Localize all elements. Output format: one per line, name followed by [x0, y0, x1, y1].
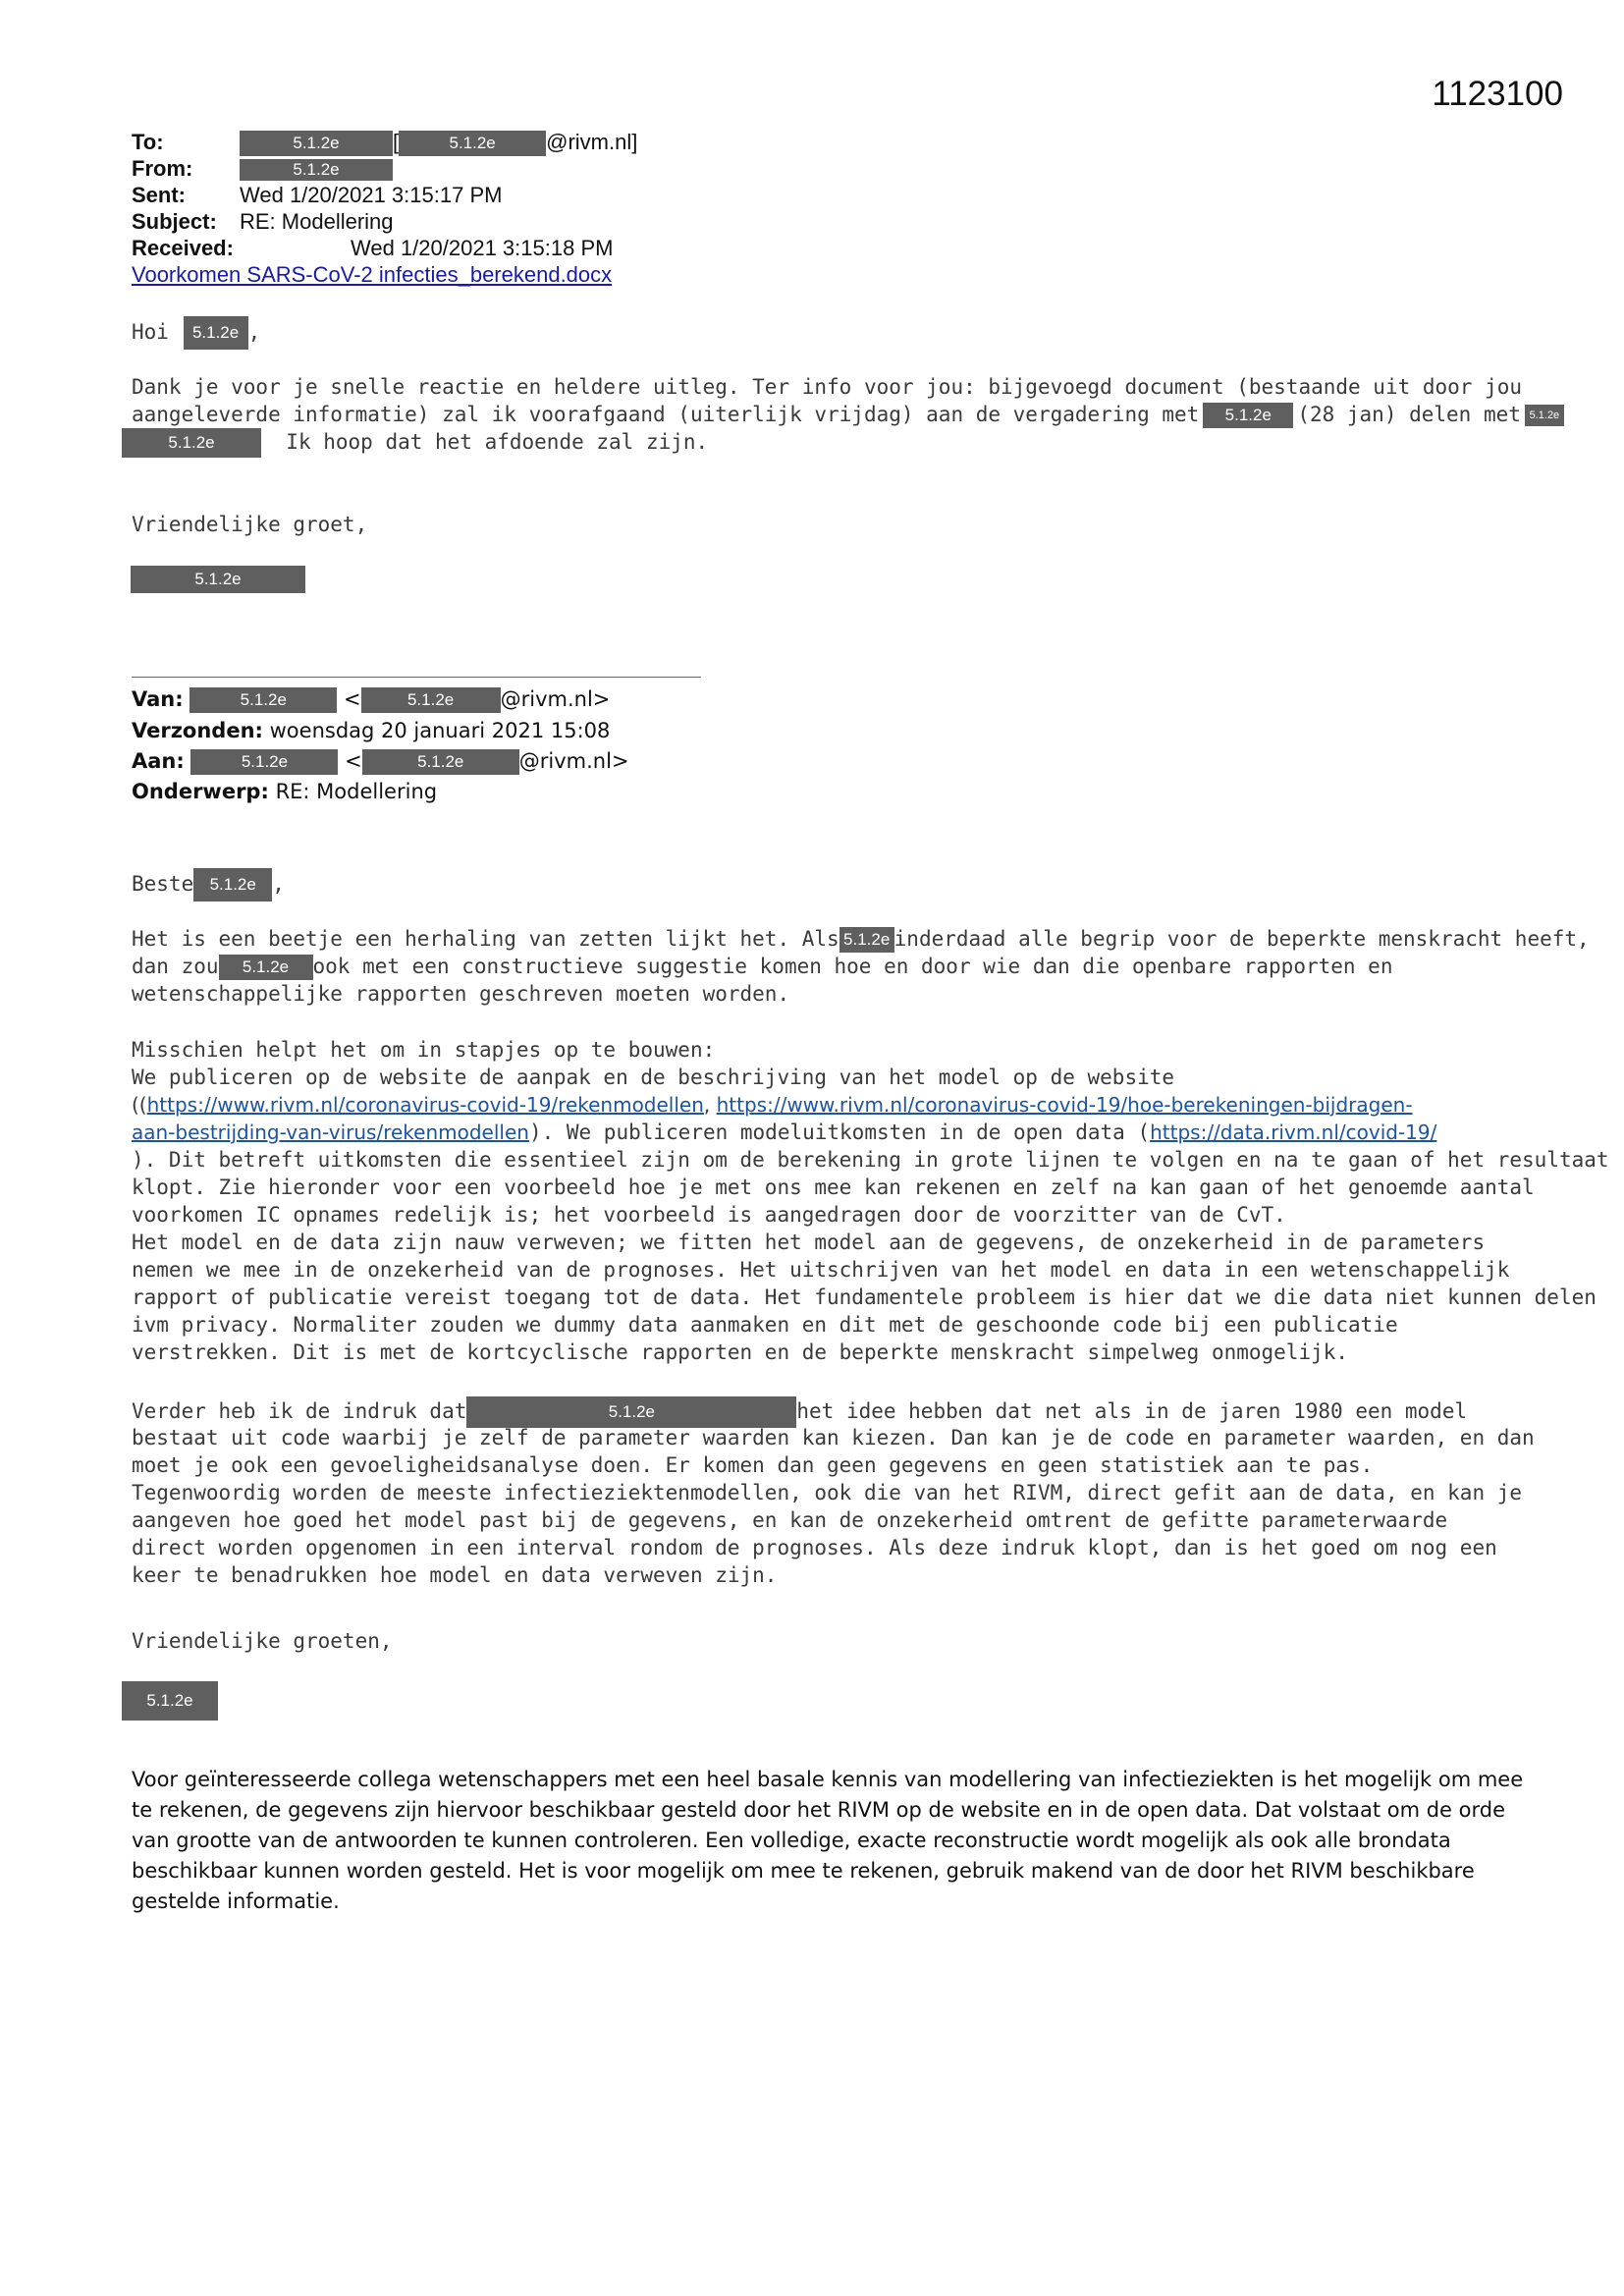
redaction: 5.1.2e [240, 131, 393, 156]
signature-redaction [131, 566, 305, 593]
email-header-subject [132, 208, 394, 235]
text-span: (( [132, 1093, 147, 1117]
text-line: ). Dit betreft uitkomsten die essentieel zijn om de berekening in grote lijnen te volgen en na te gaan of het resultaat [132, 1148, 1609, 1172]
text-span: Ik hoop dat het afdoende zal zijn. [286, 430, 709, 454]
text-line [132, 953, 1526, 980]
text-span: Het is een beetje een herhaling van zetten lijkt het. Als [132, 927, 839, 951]
aan-lt: < [345, 749, 362, 773]
signature-redaction [122, 1681, 218, 1721]
redaction: 5.1.2e [184, 316, 248, 350]
original-greeting [132, 868, 1526, 902]
text-span: , [703, 1093, 717, 1117]
original-closing: Vriendelijke groeten, [132, 1629, 393, 1653]
text-line: Tegenwoordig worden de meeste infectieziektenmodellen, ook die van het RIVM, direct gefit aan de data, en kan je [132, 1481, 1523, 1504]
to-domain: @rivm.nl] [546, 130, 638, 154]
text-line: wetenschappelijke rapporten geschreven moeten worden. [132, 982, 790, 1006]
email-header-van [132, 684, 610, 715]
text-line: te rekenen, de gegevens zijn hiervoor beschikbaar gesteld door het RIVM op de website en in de open data. Dat volstaat om de orde [132, 1798, 1506, 1822]
email-header-onderwerp [132, 777, 437, 807]
text-line: van grootte van de antwoorden te kunnen controleren. Een volledige, exacte reconstructie wordt mogelijk als ook alle brondata [132, 1829, 1451, 1852]
text-line: bestaat uit code waarbij je zelf de parameter waarden kan kiezen. Dan kan je de code en parameter waarden, en dan [132, 1426, 1535, 1449]
text-span: inderdaad alle begrip voor de beperkte menskracht heeft, [893, 927, 1590, 951]
email-header-from [132, 155, 393, 182]
onderwerp-value: RE: Modellering [275, 780, 438, 803]
email-header-sent [132, 182, 502, 208]
text-line: keer te benadrukken hoe model en data verweven zijn. [132, 1563, 778, 1587]
sent-label: Sent: [132, 183, 186, 207]
email-header-received [132, 235, 613, 261]
aan-domain: @rivm.nl> [518, 749, 629, 773]
text-line: Dank je voor je snelle reactie en heldere uitleg. Ter info voor jou: bijgevoegd document (bestaande uit door jou [132, 375, 1523, 399]
redaction: 5.1.2e [193, 868, 272, 902]
to-label: To: [132, 130, 164, 154]
text-line: aangeven hoe goed het model past bij de gegevens, en kan de onzekerheid omtrent de gefitte parameterwaarde [132, 1508, 1448, 1532]
redaction: 5.1.2e [131, 566, 305, 593]
text-line: We publiceren op de website de aanpak en de beschrijving van het model op de website [132, 1066, 1175, 1089]
reply-closing: Vriendelijke groet, [132, 513, 368, 536]
text-line [132, 401, 1560, 428]
redaction: 5.1.2e [839, 927, 894, 953]
final-paragraph [132, 1765, 1526, 1917]
email-header-verzonden [132, 716, 610, 746]
link-hoe-berekeningen-cont[interactable]: aan-bestrijding-van-virus/rekenmodellen [132, 1121, 529, 1144]
text-line: voorkomen IC opnames redelijk is; het voorbeeld is aangedragen door de voorzitter van de CvT. [132, 1203, 1286, 1227]
redaction: 5.1.2e [219, 955, 313, 980]
text-span: Verder heb ik de indruk dat [132, 1399, 467, 1423]
redaction: 5.1.2e [122, 428, 261, 458]
from-label: From: [132, 156, 193, 181]
van-label: Van: [132, 687, 184, 711]
text-line [132, 925, 1590, 953]
text-span: aangeleverde informatie) zal ik voorafgaand (uiterlijk vrijdag) aan de vergadering met [132, 403, 1200, 426]
greeting-comma: , [247, 320, 261, 344]
original-paragraph-2 [132, 1036, 1609, 1366]
text-line: Het model en de data zijn nauw verweven; we fitten het model aan de gegevens, de onzekerheid in de parameters [132, 1230, 1486, 1254]
redaction: 5.1.2e [466, 1396, 796, 1428]
text-line: verstrekken. Dit is met de kortcyclische rapporten en de beperkte menskracht simpelweg onmogelijk. [132, 1340, 1349, 1364]
redaction: 5.1.2e [1203, 403, 1293, 428]
reply-greeting [132, 316, 1526, 350]
text-line [132, 1396, 1526, 1424]
redaction: 5.1.2e [190, 749, 338, 775]
text-line: rapport of publicatie vereist toegang tot de data. Het fundamentele probleem is hier dat we die data niet kunnen delen [132, 1285, 1597, 1309]
text-span: ook met een constructieve suggestie komen hoe en door wie dan die openbare rapporten en [312, 955, 1393, 978]
attachment-link[interactable]: Voorkomen SARS-CoV-2 infecties_berekend.docx [132, 262, 613, 287]
link-rekenmodellen[interactable]: https://www.rivm.nl/coronavirus-covid-19/rekenmodellen [146, 1093, 704, 1117]
greeting-comma: , [272, 872, 285, 896]
text-line: moet je ook een gevoeligheidsanalyse doen. Er komen dan geen gegevens en geen statistiek aan te pas. [132, 1453, 1374, 1477]
text-line: klopt. Zie hieronder voor een voorbeeld hoe je met ons mee kan rekenen en zelf na kan gaan of het genoemde aantal [132, 1175, 1535, 1199]
subject-value: RE: Modellering [240, 209, 394, 234]
van-lt: < [344, 687, 361, 711]
redaction: 5.1.2e [399, 131, 546, 156]
text-line: beschikbaar kunnen worden gesteld. Het is voor mogelijk om mee te rekenen, gebruik makend van de door het RIVM beschikbare [132, 1859, 1475, 1883]
attachment-row [132, 261, 612, 288]
separator-line [132, 677, 701, 678]
text-span: dan zou [132, 955, 219, 978]
reply-paragraph [132, 373, 1560, 456]
redaction: 5.1.2e [1525, 405, 1564, 426]
text-line: Misschien helpt het om in stapjes op te bouwen: [132, 1038, 716, 1062]
text-line [132, 1091, 1526, 1119]
verzonden-label: Verzonden: [132, 719, 263, 742]
text-line: nemen we mee in de onzekerheid van de prognoses. Het uitschrijven van het model en data in een wetenschappelijk [132, 1258, 1510, 1282]
email-header-aan [132, 746, 629, 777]
text-line: ivm privacy. Normaliter zouden we dummy data aanmaken en dit met de geschoonde code bij een publicatie [132, 1313, 1398, 1337]
link-hoe-berekeningen[interactable]: https://www.rivm.nl/coronavirus-covid-19/hoe-berekeningen-bijdragen- [716, 1093, 1413, 1117]
to-bracket: [ [393, 130, 400, 154]
text-line: Voor geïnteresseerde collega wetenschappers met een heel basale kennis van modellering van infectieziekten is het mogelijk om mee [132, 1768, 1524, 1791]
greeting-text: Beste [132, 872, 194, 896]
text-line: gestelde informatie. [132, 1889, 340, 1913]
subject-label: Subject: [132, 209, 217, 234]
email-header-to [132, 129, 637, 156]
redaction: 5.1.2e [361, 687, 501, 713]
text-span: het idee hebben dat net als in de jaren 1980 een model [796, 1399, 1468, 1423]
redaction: 5.1.2e [240, 159, 393, 181]
link-open-data[interactable]: https://data.rivm.nl/covid-19/ [1150, 1121, 1437, 1144]
van-domain: @rivm.nl> [500, 687, 611, 711]
text-span: (28 jan) delen met [1297, 403, 1521, 426]
aan-label: Aan: [132, 749, 185, 773]
document-number: 1123100 [1432, 75, 1563, 113]
text-line [132, 1119, 1526, 1146]
verzonden-value: woensdag 20 januari 2021 15:08 [269, 719, 611, 742]
redaction: 5.1.2e [122, 1681, 218, 1721]
received-value: Wed 1/20/2021 3:15:18 PM [351, 236, 614, 260]
greeting-text: Hoi [132, 320, 169, 344]
redaction: 5.1.2e [362, 749, 519, 775]
sent-value: Wed 1/20/2021 3:15:17 PM [240, 183, 503, 207]
original-paragraph-1 [132, 925, 1590, 1008]
redaction: 5.1.2e [189, 687, 337, 713]
received-label: Received: [132, 236, 234, 260]
original-paragraph-3 [132, 1396, 1535, 1589]
onderwerp-label: Onderwerp: [132, 780, 269, 803]
text-line: direct worden opgenomen in een interval rondom de prognoses. Als deze indruk klopt, dan is het goed om nog een [132, 1536, 1497, 1559]
text-line [122, 428, 1526, 456]
text-span: ). We publiceren modeluitkomsten in de open data ( [528, 1121, 1151, 1144]
